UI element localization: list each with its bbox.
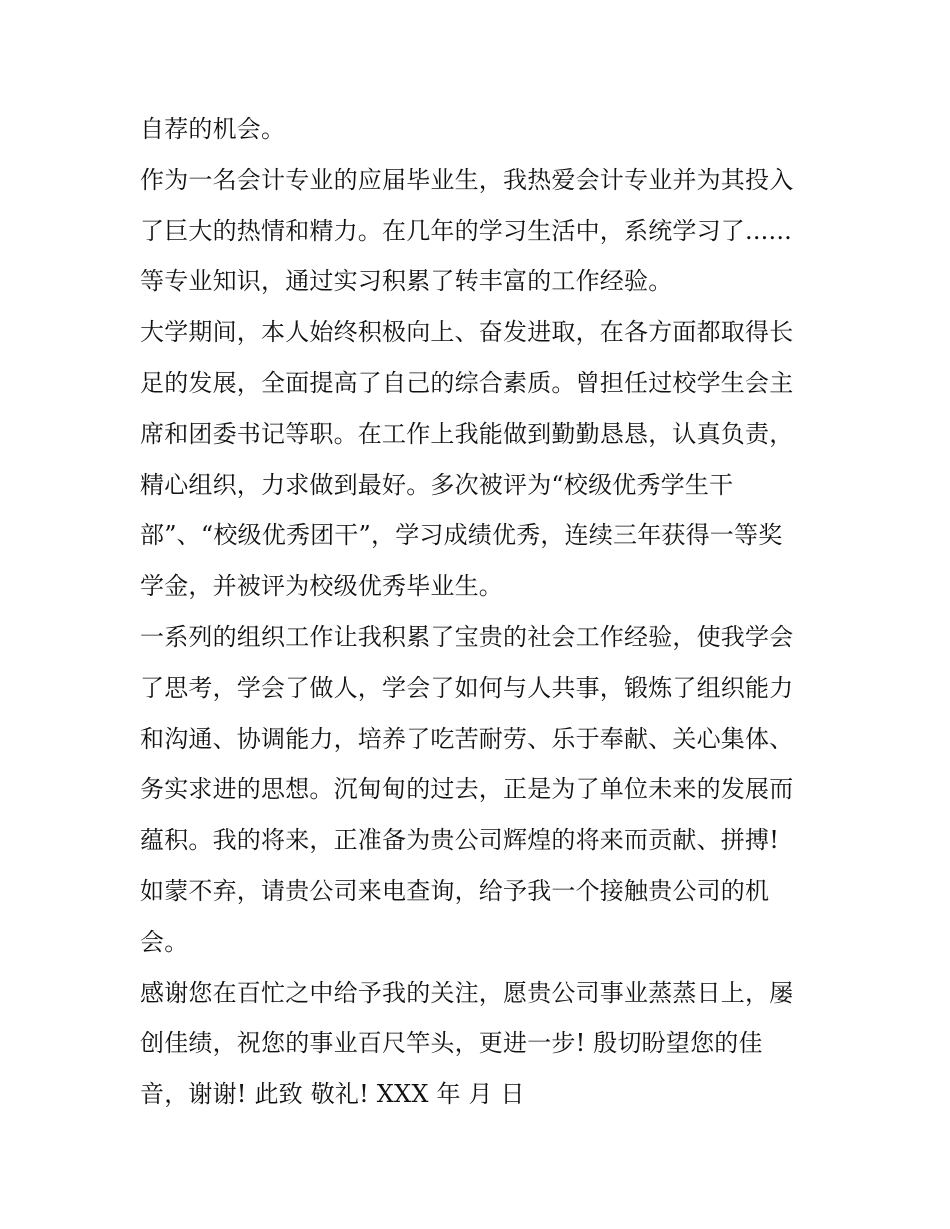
text-line: 音，谢谢! 此致 敬礼! XXX 年 月 日 [140, 1080, 525, 1109]
letter-body [140, 104, 830, 1120]
text-line: 感谢您在百忙之中给予我的关注，愿贵公司事业蒸蒸日上，屡 [140, 978, 794, 1007]
text-line: 务实求进的思想。沉甸甸的过去，正是为了单位未来的发展而 [140, 775, 794, 804]
text-line: 足的发展，全面提高了自己的综合素质。曾担任过校学生会主 [140, 368, 794, 397]
text-line: 部”、“校级优秀团干”，学习成绩优秀，连续三年获得一等奖 [140, 521, 783, 550]
text-line: 如蒙不弃，请贵公司来电查询，给予我一个接触贵公司的机 [140, 876, 770, 905]
text-line: 自荐的机会。 [140, 115, 286, 143]
text-line: 一系列的组织工作让我积累了宝贵的社会工作经验，使我学会 [140, 622, 794, 651]
text-line: 了巨大的热情和精力。在几年的学习生活中，系统学习了...... [140, 216, 792, 245]
text-line: 了思考，学会了做人，学会了如何与人共事，锻炼了组织能力 [140, 673, 794, 702]
text-line: 等专业知识，通过实习积累了转丰富的工作经验。 [140, 267, 673, 296]
text-line: 创佳绩，祝您的事业百尺竿头，更进一步! 殷切盼望您的佳 [140, 1029, 763, 1058]
text-line: 席和团委书记等职。在工作上我能做到勤勤恳恳，认真负责， [140, 419, 794, 448]
text-line: 和沟通、协调能力，培养了吃苦耐劳、乐于奉献、关心集体、 [140, 724, 794, 753]
text-line: 精心组织，力求做到最好。多次被评为“校级优秀学生干 [140, 470, 734, 499]
text-line: 会。 [140, 927, 189, 956]
text-line: 作为一名会计专业的应届毕业生，我热爱会计专业并为其投入 [140, 165, 794, 194]
text-line: 蕴积。我的将来，正准备为贵公司辉煌的将来而贡献、拼搏! [140, 826, 780, 855]
text-line: 大学期间，本人始终积极向上、奋发进取，在各方面都取得长 [140, 318, 794, 347]
text-line: 学金，并被评为校级优秀毕业生。 [140, 572, 503, 601]
